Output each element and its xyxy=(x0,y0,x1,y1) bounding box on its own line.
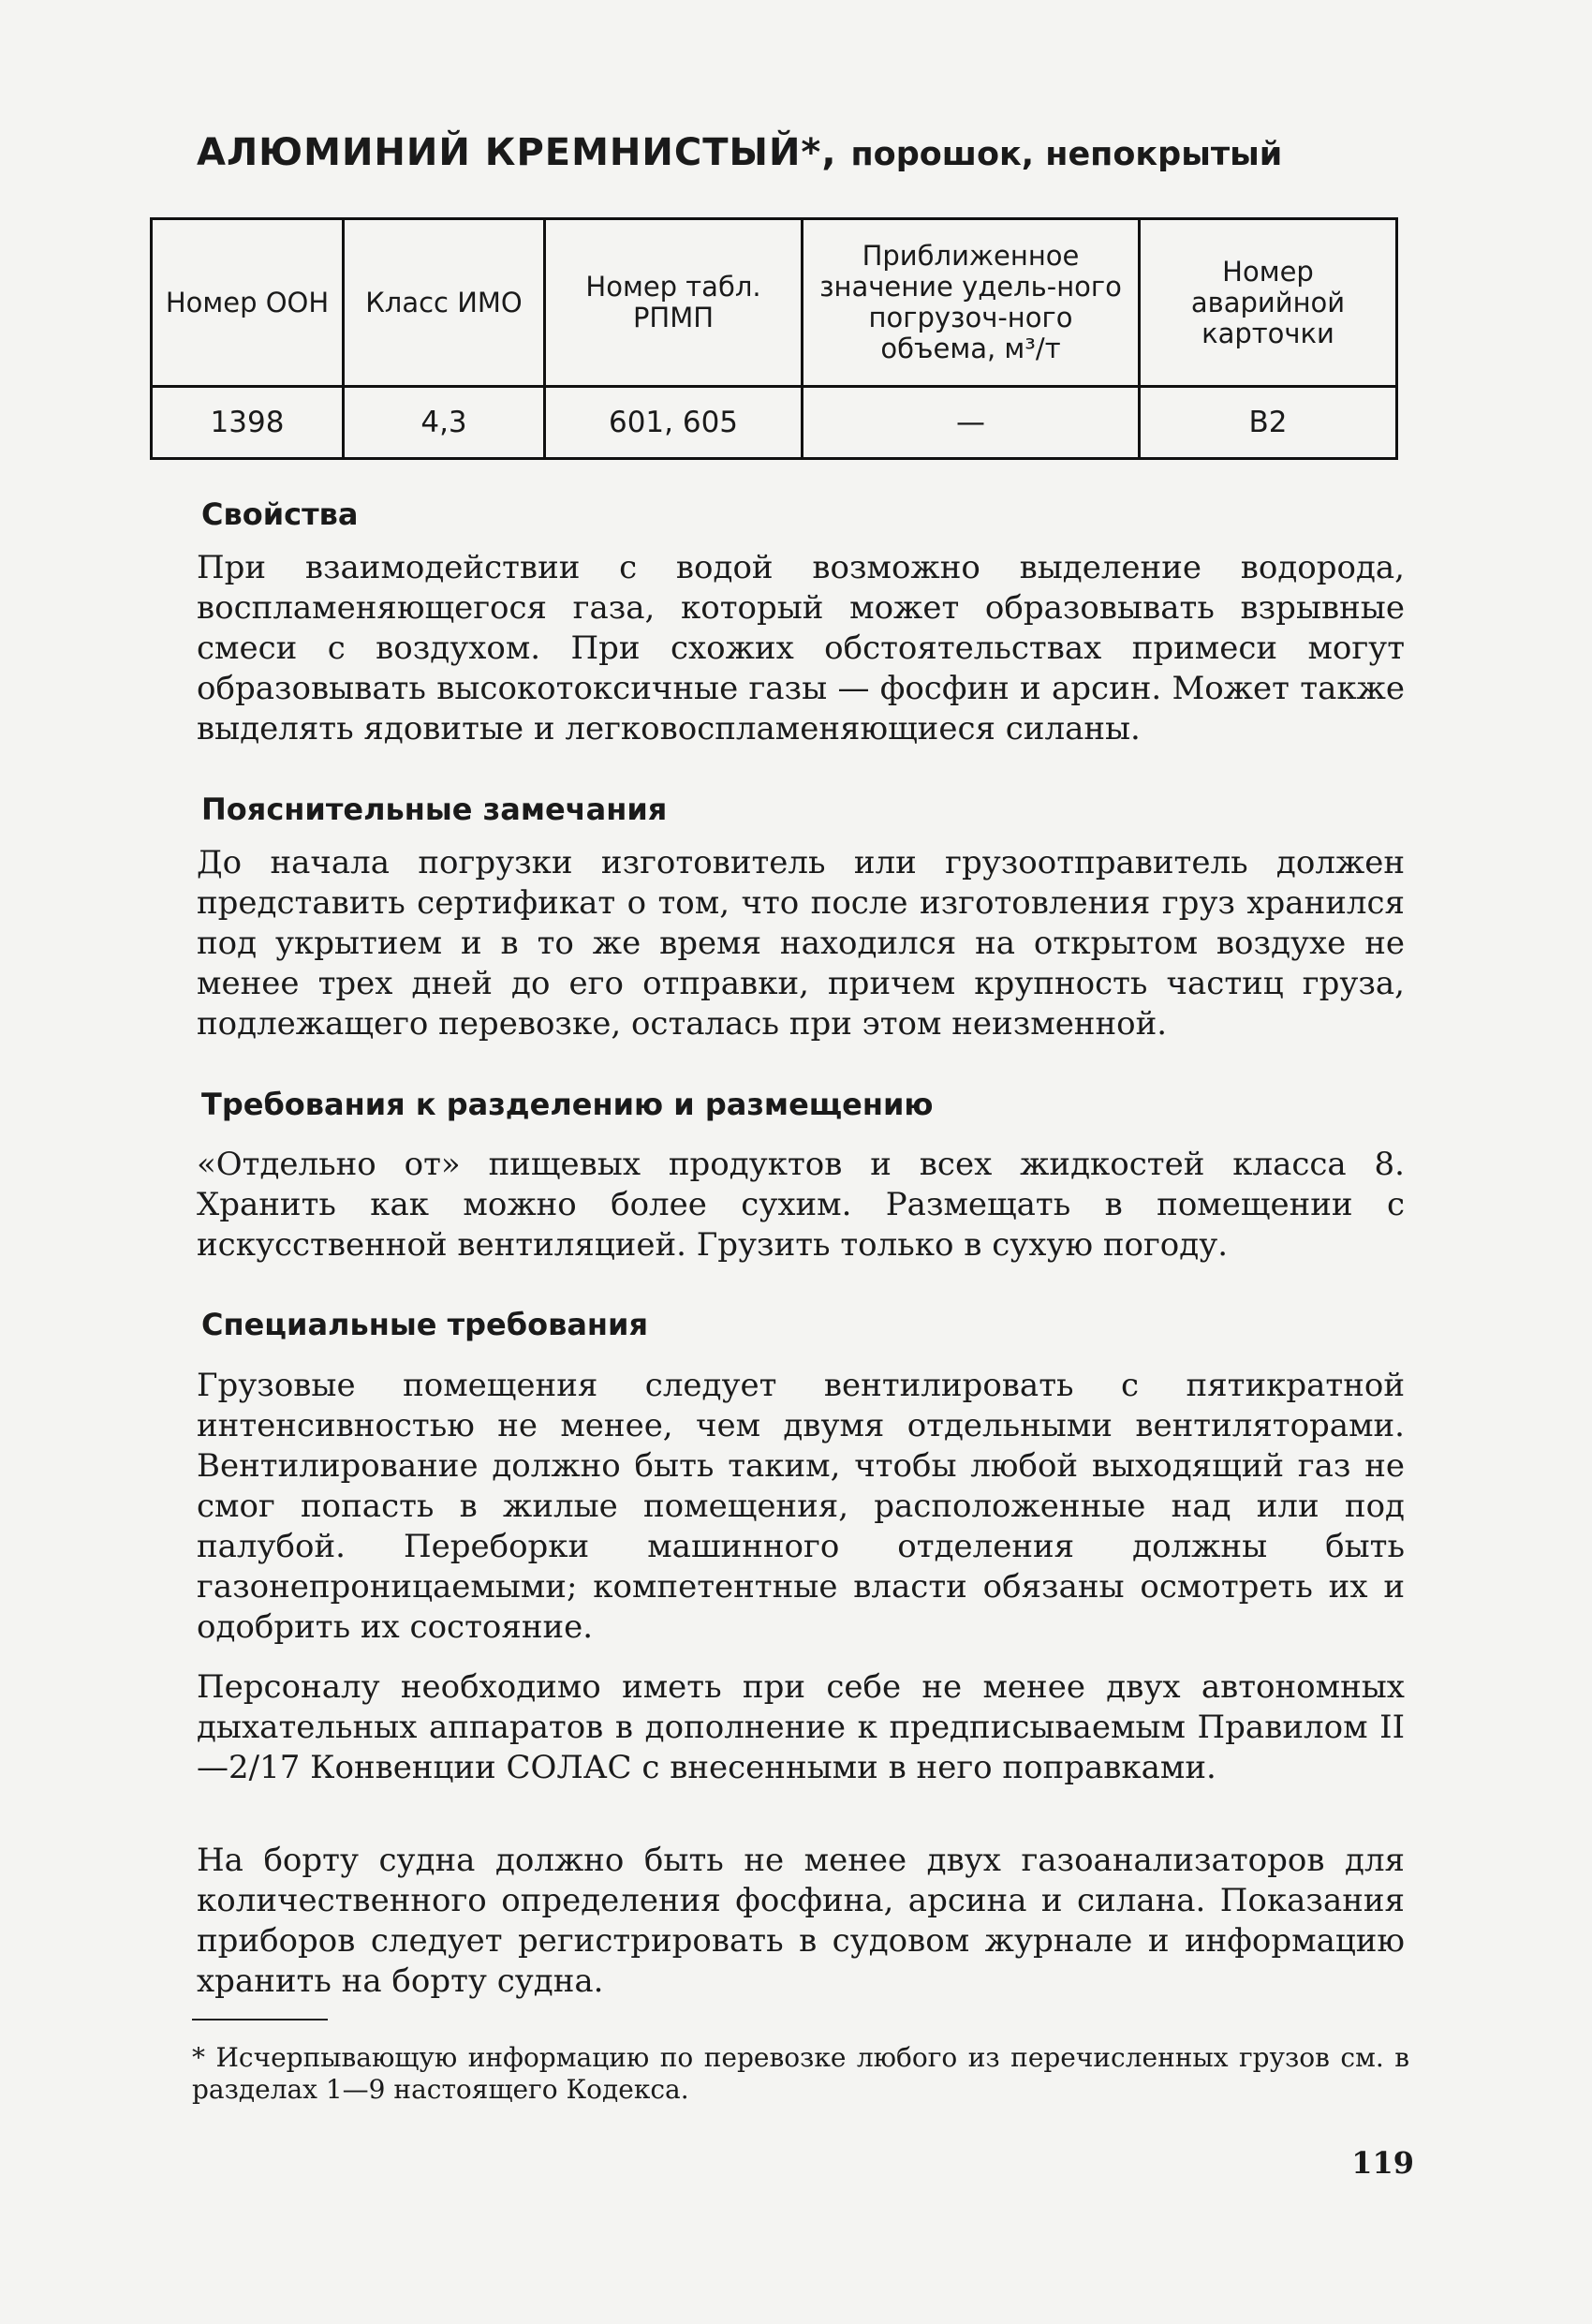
header-un-number: Номер ООН xyxy=(152,219,344,387)
footnote: * Исчерпывающую информацию по перевозке любого из перечисленных грузов см. в разделах 1—9 настоящего Кодекса. xyxy=(192,2042,1409,2105)
section-heading-segregation: Требования к разделению и размещению xyxy=(201,1087,934,1122)
paragraph-special-3: На борту судна должно быть не менее двух газоанализаторов для количественного определения фосфина, арсина и силана. Показания приборов следует регистрировать в судовом журнале и информацию хранить на борту судна. xyxy=(197,1842,1405,2000)
header-stowage-factor: Приближенное значение удель-ного погрузоч-ного объема, м³/т xyxy=(803,219,1140,387)
paragraph-special-2: Персоналу необходимо иметь при себе не менее двух автономных дыхательных аппаратов в дополнение к предписываемым Правилом II—2/17 Конвенции СОЛАС с внесенными в него поправками. xyxy=(197,1668,1405,1786)
section-heading-notes: Пояснительные замечания xyxy=(201,792,668,827)
cell-table-number: 601, 605 xyxy=(545,387,803,459)
table-header-row xyxy=(152,219,1397,387)
table-row xyxy=(152,387,1397,459)
cell-imo-class: 4,3 xyxy=(344,387,545,459)
page-number: 119 xyxy=(1351,2145,1414,2181)
header-emergency-card: Номер аварийной карточки xyxy=(1140,219,1397,387)
section-heading-special: Специальные требования xyxy=(201,1307,648,1342)
page-title xyxy=(197,131,1414,174)
paragraph-notes: До начала погрузки изготовитель или грузоотправитель должен представить сертификат о том, что после изготовления груз хранился под укрытием и в то же время находился на открытом воздухе не менее трех дней до его отправки, причем крупность частиц груза, подлежащего перевозке, осталась при этом неизменной. xyxy=(197,844,1405,1043)
header-table-number: Номер табл. РПМП xyxy=(545,219,803,387)
cell-stowage-factor: — xyxy=(803,387,1140,459)
paragraph-segregation: «Отдельно от» пищевых продуктов и всех жидкостей класса 8. Хранить как можно более сухим. Размещать в помещении с искусственной вентиляцией. Грузить только в сухую погоду. xyxy=(197,1146,1405,1264)
footnote-divider xyxy=(192,2019,328,2021)
cell-emergency-card: В2 xyxy=(1140,387,1397,459)
header-imo-class: Класс ИМО xyxy=(344,219,545,387)
title-sub: порошок, непокрытый xyxy=(850,136,1283,173)
section-heading-properties: Свойства xyxy=(201,496,359,532)
paragraph-properties: При взаимодействии с водой возможно выделение водорода, воспламеняющегося газа, который может образовывать взрывные смеси с воздухом. При схожих обстоятельствах примеси могут образовывать высокотоксичные газы — фосфин и арсин. Может также выделять ядовитые и легковоспламеняющиеся силаны. xyxy=(197,549,1405,748)
cell-un-number: 1398 xyxy=(152,387,344,459)
cargo-spec-table xyxy=(150,217,1398,460)
title-main: АЛЮМИНИЙ КРЕМНИСТЫЙ*, xyxy=(197,131,837,174)
paragraph-special-1: Грузовые помещения следует вентилировать с пятикратной интенсивностью не менее, чем двумя отдельными вентиляторами. Вентилирование должно быть таким, чтобы любой выходящий газ не смог попасть в жилые помещения, расположенные над или под палубой. Переборки машинного отделения должны быть газонепроницаемыми; компетентные власти обязаны осмотреть их и одобрить их состояние. xyxy=(197,1367,1405,1646)
